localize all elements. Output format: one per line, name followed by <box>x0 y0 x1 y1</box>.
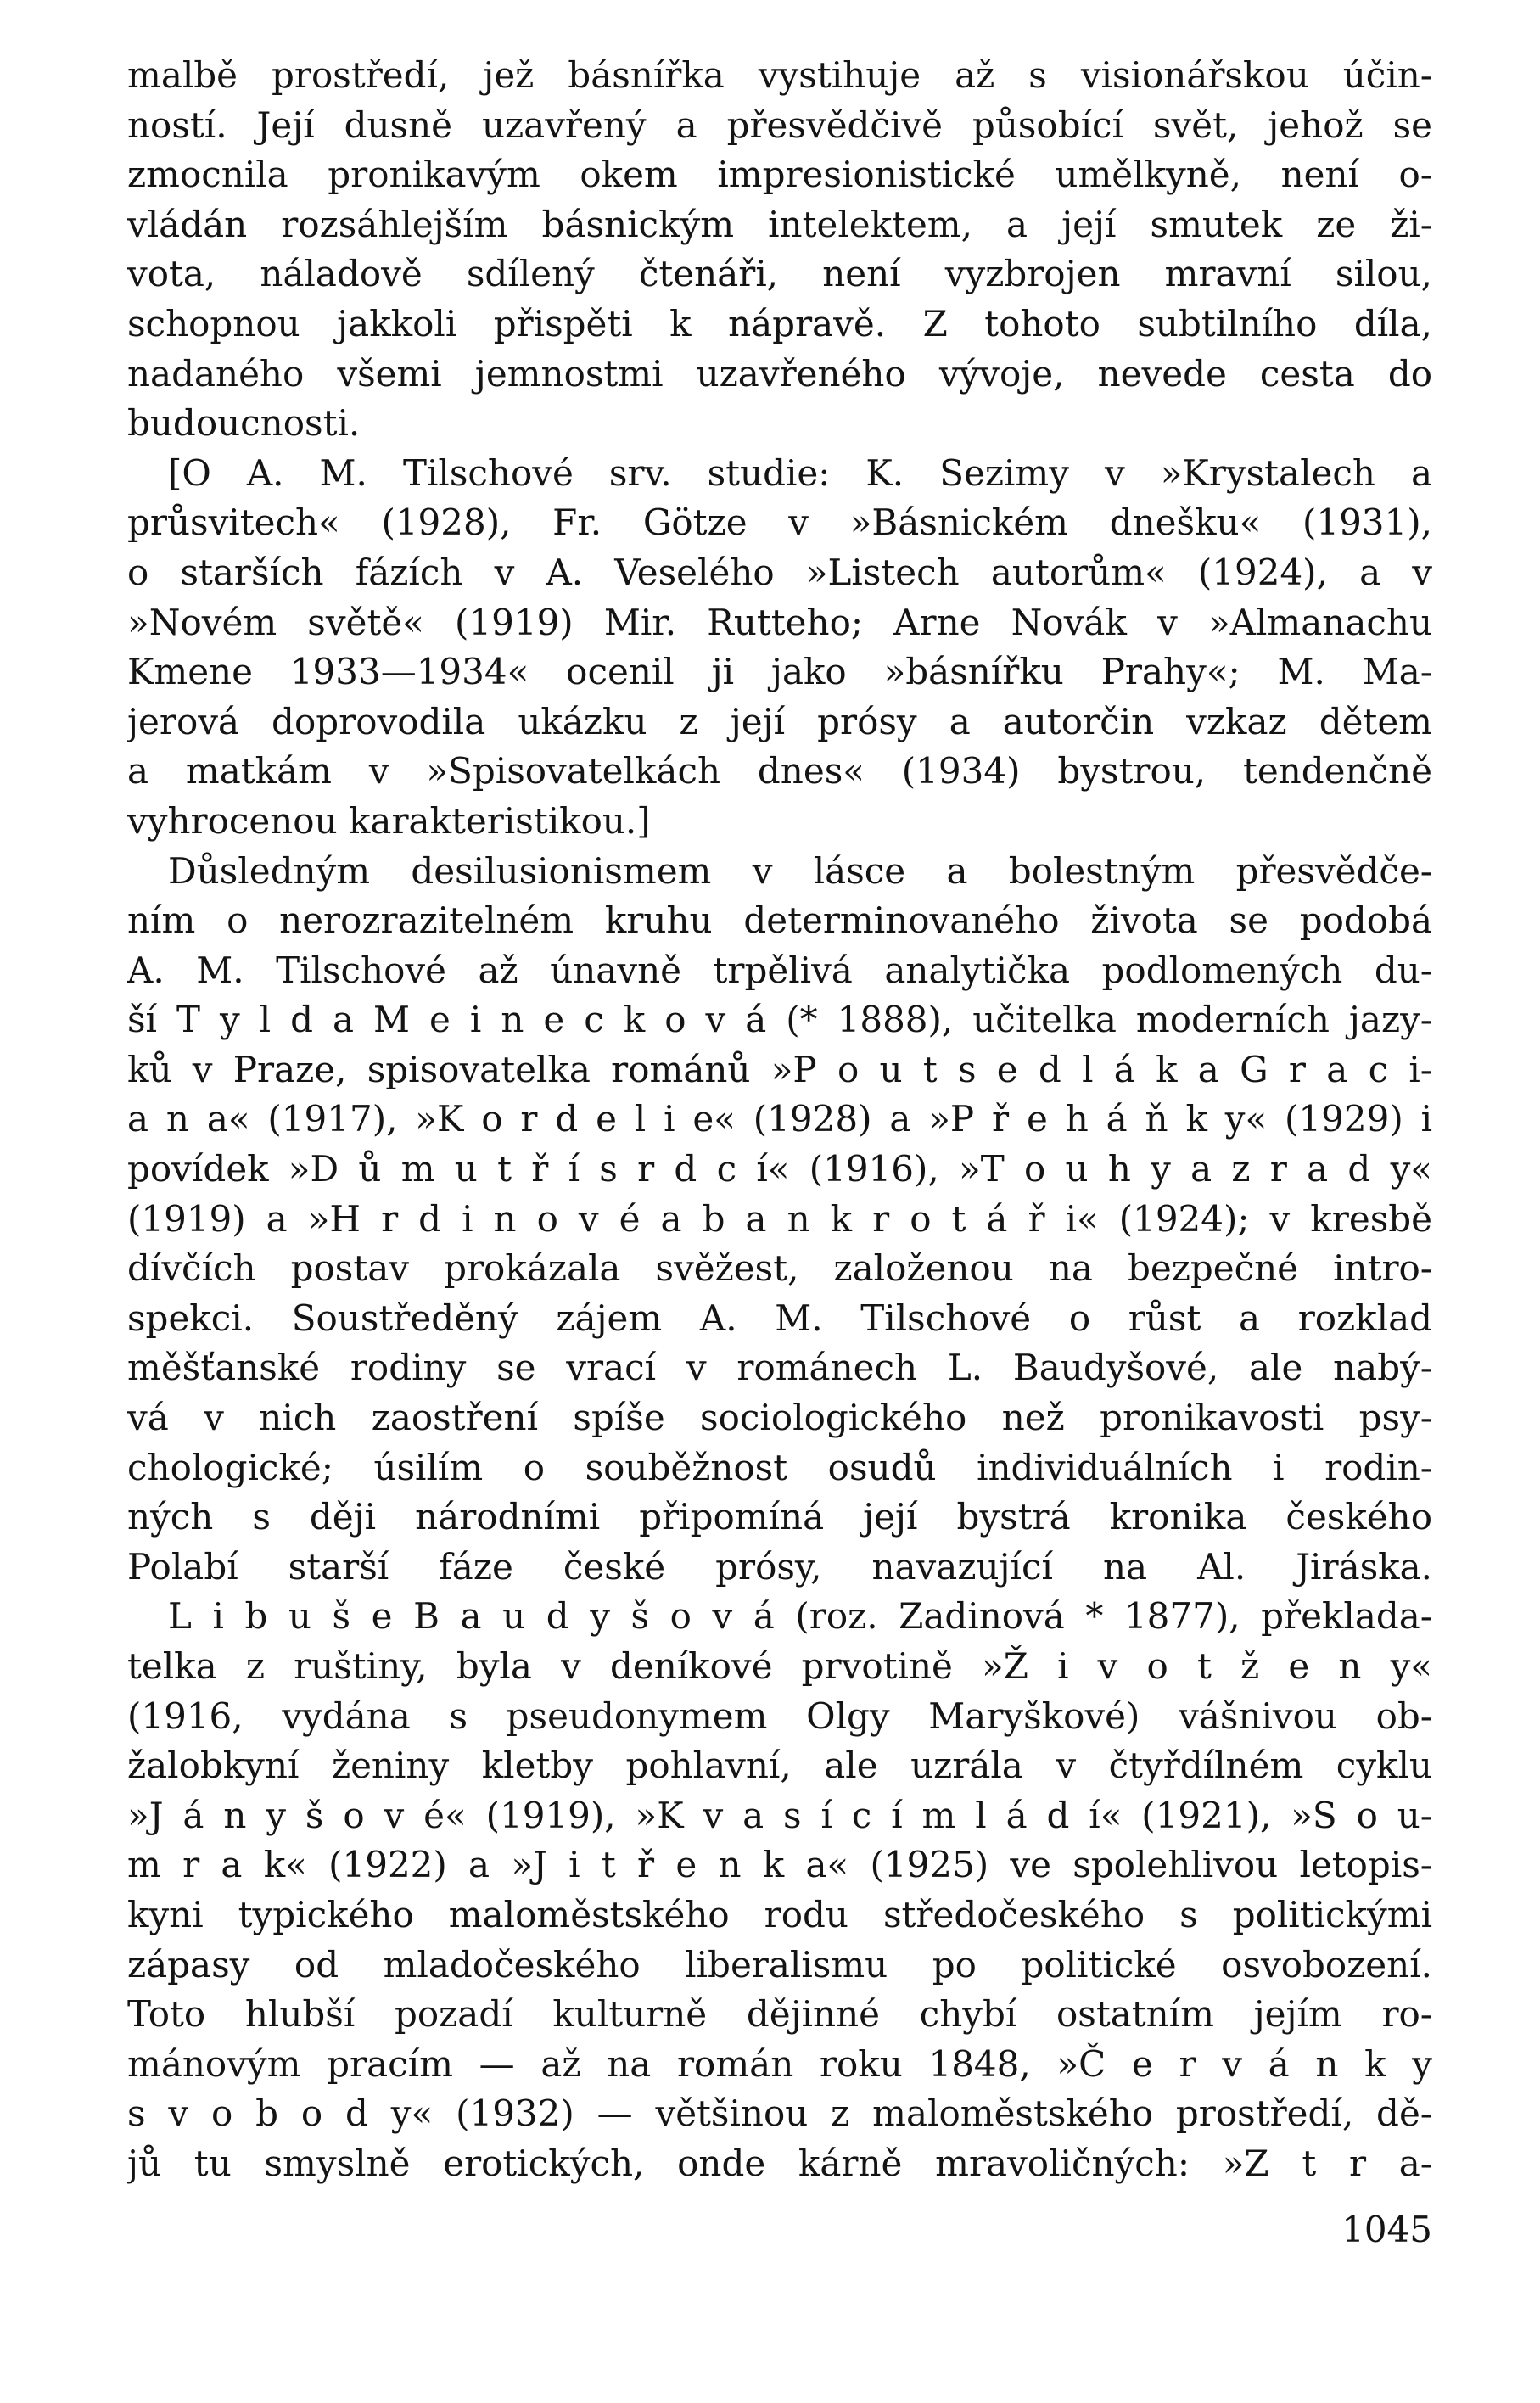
text-line: zmocnila pronikavým okem impresionistické umělkyně, není o- <box>127 154 1432 196</box>
text-line: jů tu smyslně erotických, onde kárně mravoličných: »Z t r a- <box>127 2142 1432 2184</box>
text-line: chologické; úsilím o souběžnost osudů individuálních i rodin- <box>127 1446 1432 1488</box>
text-line: mánovým pracím — až na román roku 1848, »Č e r v á n k y <box>127 2042 1432 2085</box>
text-line: ností. Její dusně uzavřený a přesvědčivě působící svět, jehož se <box>127 104 1432 146</box>
text-line: zápasy od mladočeského liberalismu po politické osvobození. <box>127 1943 1432 1986</box>
text-line: A. M. Tilschové až únavně trpělivá analytička podlomených du- <box>127 949 1432 991</box>
text-line: nadaného všemi jemnostmi uzavřeného vývoje, nevede cesta do <box>127 352 1432 395</box>
text-line: Polabí starší fáze české prósy, navazující na Al. Jiráska. <box>127 1545 1432 1588</box>
text-line: »J á n y š o v é« (1919), »K v a s í c í m l á d í« (1921), »S o u- <box>127 1794 1432 1836</box>
text-line: žalobkyní ženiny kletby pohlavní, ale uzrála v čtyřdílném cyklu <box>127 1745 1432 1787</box>
text-line: (1916, vydána s pseudonymem Olgy Maryškové) vášnivou ob- <box>127 1694 1432 1737</box>
text-line: ním o nerozrazitelném kruhu determinovaného života se podobá <box>127 899 1432 942</box>
text-line: vládán rozsáhlejším básnickým intelektem, a její smutek ze ži- <box>127 203 1432 245</box>
text-line: (1919) a »H r d i n o v é a b a n k r o t á ř i« (1924); v kresbě <box>127 1197 1432 1240</box>
text-line: povídek »D ů m u t ř í s r d c í« (1916), »T o u h y a z r a d y« <box>127 1148 1432 1190</box>
text-line: spekci. Soustředěný zájem A. M. Tilschové o růst a rozklad <box>127 1297 1432 1339</box>
text-line: vá v nich zaostření spíše sociologického než pronikavosti psy- <box>127 1397 1432 1439</box>
text-line: dívčích postav prokázala svěžest, založenou na bezpečné intro- <box>127 1247 1432 1290</box>
text-line: ných s ději národními připomíná její bystrá kronika českého <box>127 1496 1432 1538</box>
text-line: a matkám v »Spisovatelkách dnes« (1934) bystrou, tendenčně <box>127 750 1432 793</box>
text-line: Toto hlubší pozadí kulturně dějinné chybí ostatním jejím ro- <box>127 1993 1432 2036</box>
text-line: Kmene 1933—1934« ocenil ji jako »básnířku Prahy«; M. Ma- <box>127 651 1432 693</box>
text-line: vyhrocenou karakteristikou.] <box>127 799 651 842</box>
text-line: »Novém světě« (1919) Mir. Rutteho; Arne Novák v »Almanachu <box>127 601 1432 643</box>
text-line: o starších fázích v A. Veselého »Listech autorům« (1924), a v <box>127 551 1432 593</box>
text-line: budoucnosti. <box>127 402 361 445</box>
text-line: vota, náladově sdílený čtenáři, není vyzbrojen mravní silou, <box>127 253 1432 295</box>
text-line: s v o b o d y« (1932) — většinou z maloměstského prostředí, dě- <box>127 2092 1432 2135</box>
text-line: L i b u š e B a u d y š o v á (roz. Zadinová * 1877), překlada- <box>168 1595 1432 1638</box>
text-line: [O A. M. Tilschové srv. studie: K. Sezimy v »Krystalech a <box>168 451 1432 494</box>
text-line: jerová doprovodila ukázku z její prósy a autorčin vzkaz dětem <box>127 700 1432 742</box>
text-line: měšťanské rodiny se vrací v románech L. Baudyšové, ale nabý- <box>127 1347 1432 1389</box>
text-line: m r a k« (1922) a »J i t ř e n k a« (1925) ve spolehlivou letopis- <box>127 1844 1432 1886</box>
text-line: ků v Praze, spisovatelka románů »P o u t s e d l á k a G r a c i- <box>127 1048 1432 1090</box>
text-line: kyni typického maloměstského rodu středočeského s politickými <box>127 1893 1432 1935</box>
text-line: schopnou jakkoli přispěti k nápravě. Z tohoto subtilního díla, <box>127 302 1432 344</box>
text-column <box>127 51 1432 2189</box>
text-line: malbě prostředí, jež básnířka vystihuje až s visionářskou účin- <box>127 54 1432 96</box>
text-line: Důsledným desilusionismem v lásce a bolestným přesvědče- <box>168 849 1432 892</box>
text-line: telka z ruštiny, byla v deníkové prvotině »Ž i v o t ž e n y« <box>127 1645 1432 1687</box>
page-number: 1045 <box>1341 2209 1432 2250</box>
text-line: průsvitech« (1928), Fr. Götze v »Básnickém dnešku« (1931), <box>127 501 1432 544</box>
text-line: a n a« (1917), »K o r d e l i e« (1928) a »P ř e h á ň k y« (1929) i <box>127 1098 1432 1140</box>
text-line: ší T y l d a M e i n e c k o v á (* 1888), učitelka moderních jazy- <box>127 999 1432 1041</box>
